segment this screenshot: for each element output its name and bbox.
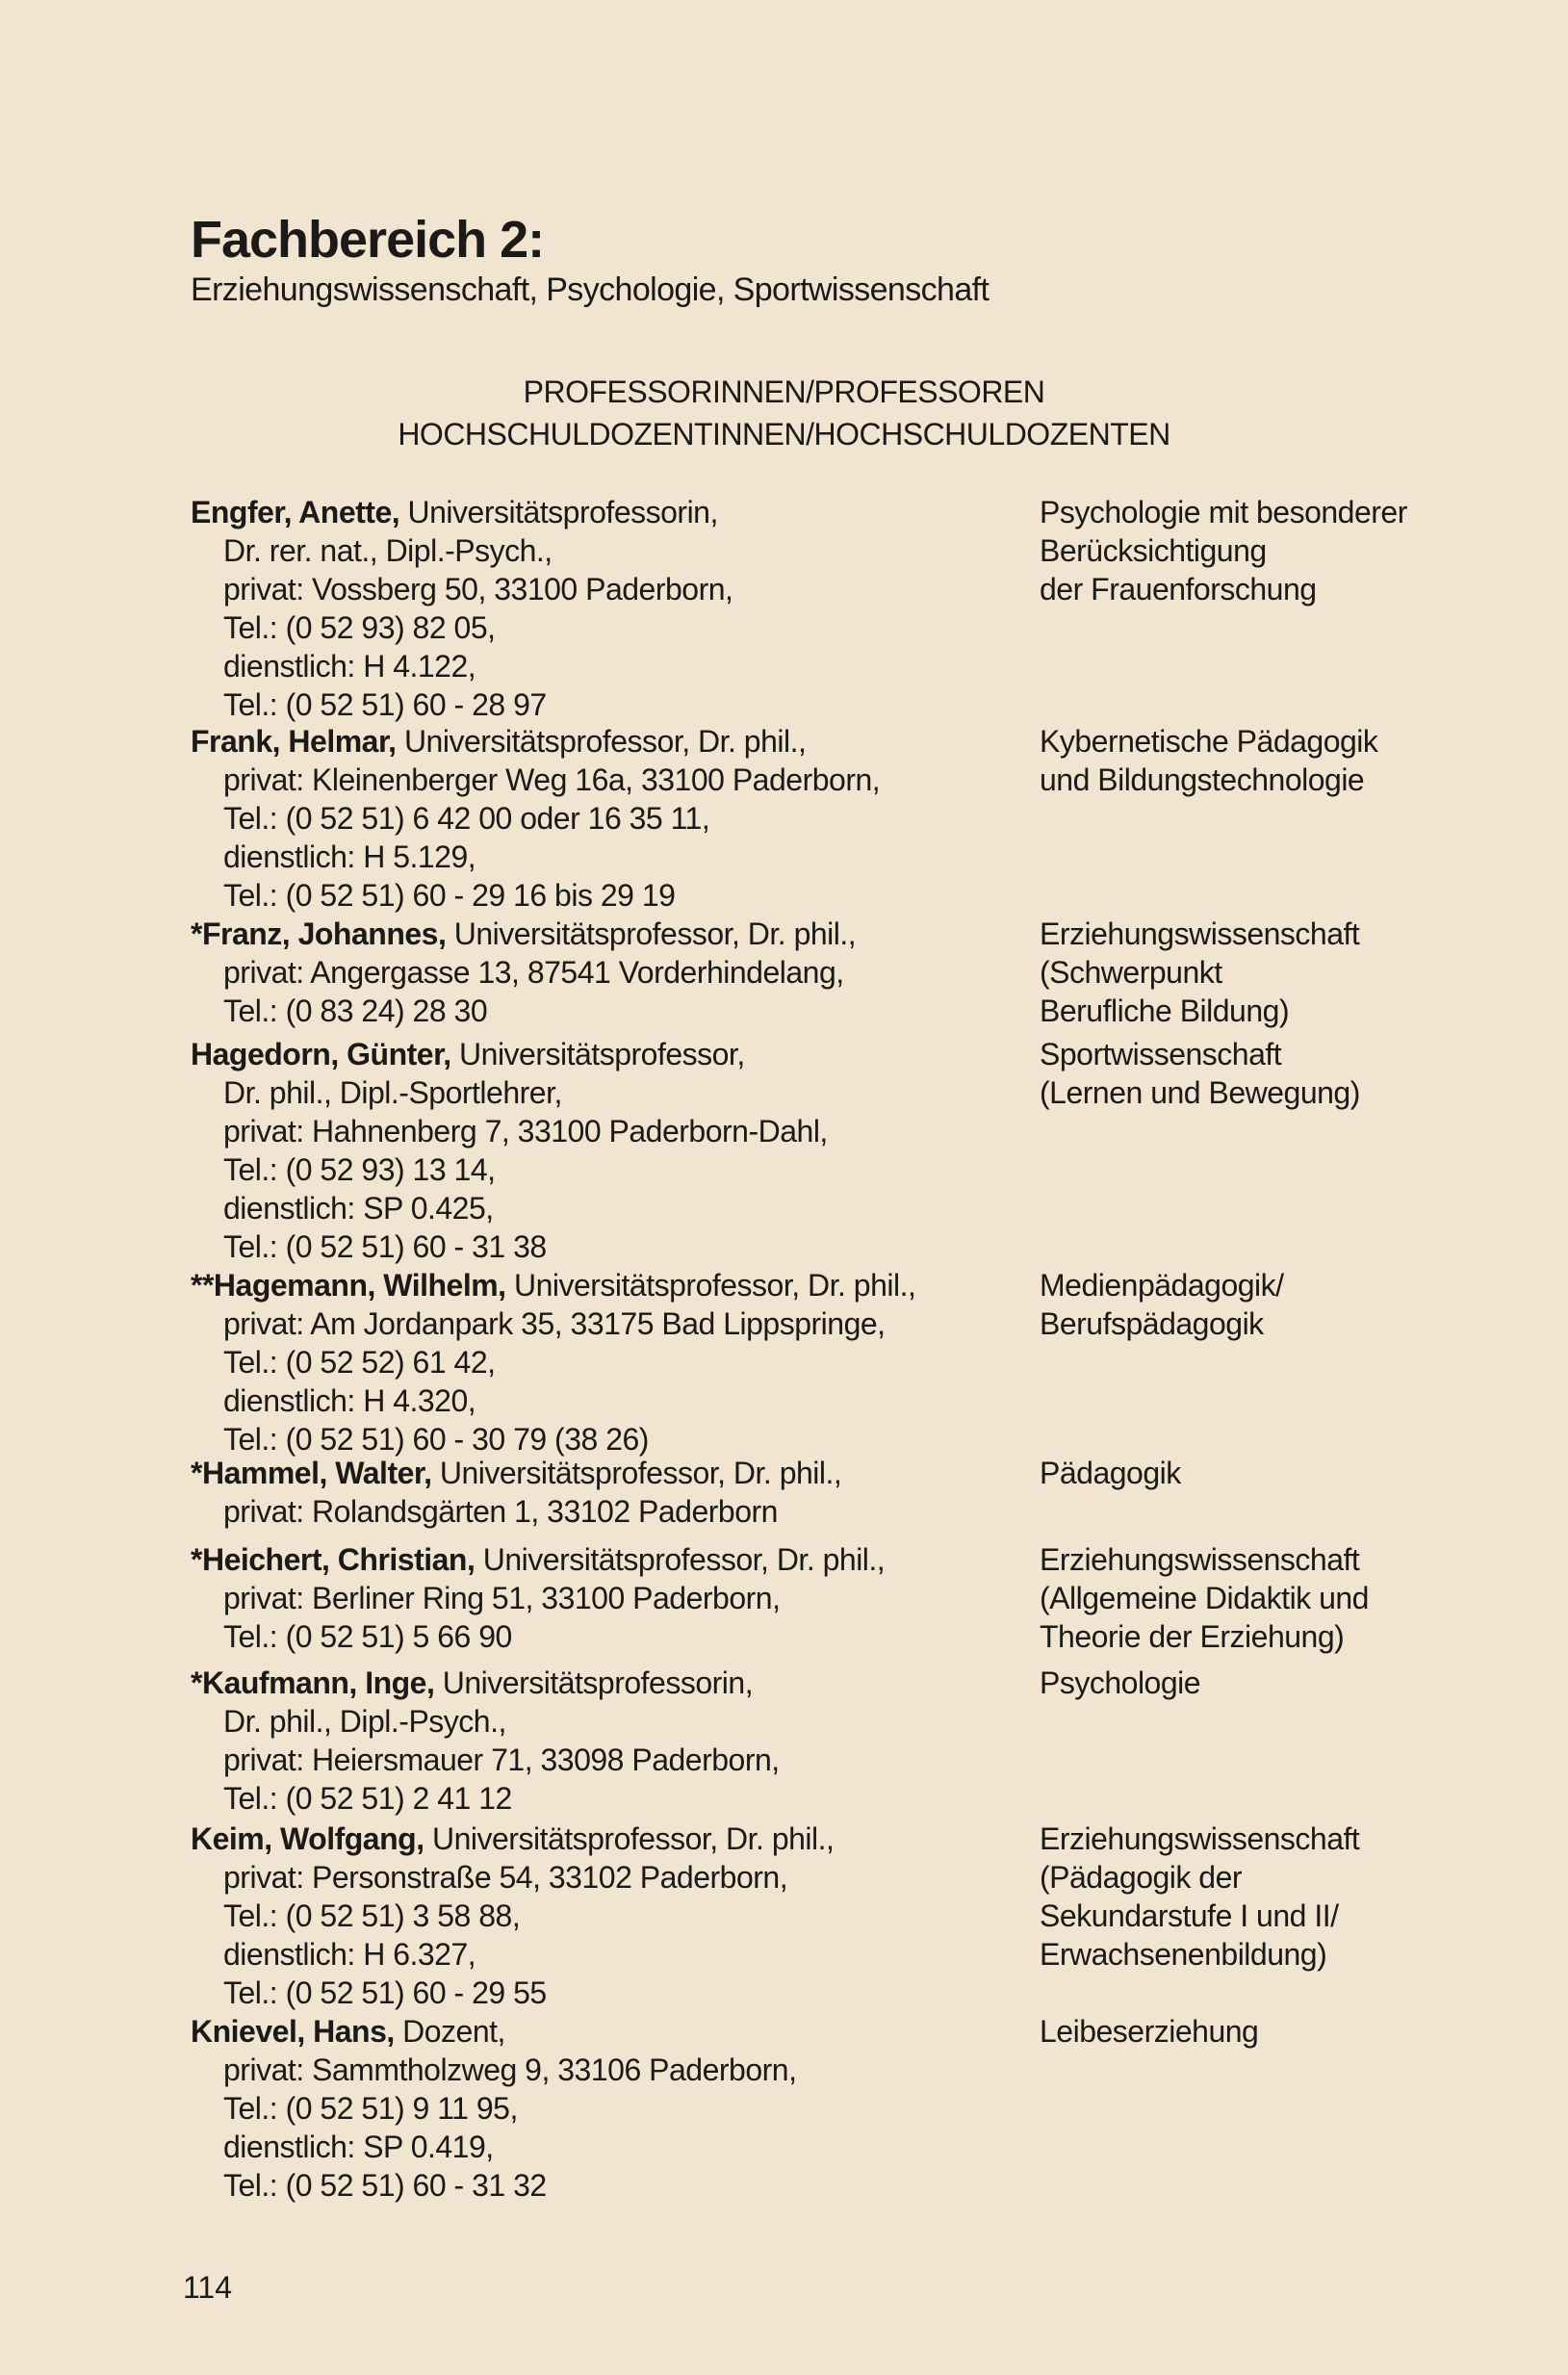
staff-name-line (191, 1035, 1018, 1073)
staff-subject-area (1040, 1035, 1540, 1112)
staff-name: Engfer, Anette, (191, 495, 400, 529)
staff-subject-area (1040, 722, 1540, 799)
subject-area-line: und Bildungstechnologie (1040, 762, 1365, 797)
staff-detail-line: dienstlich: H 4.320, (223, 1383, 476, 1418)
staff-name-line (191, 1454, 1018, 1492)
subject-area-line: Psychologie (1040, 1665, 1201, 1700)
staff-name: *Hammel, Walter, (191, 1456, 432, 1490)
staff-subject-area (1040, 1540, 1540, 1656)
staff-person-details (191, 2012, 1018, 2205)
staff-detail-line: Tel.: (0 52 51) 60 - 29 16 bis 29 19 (223, 878, 676, 913)
staff-subject-area (1040, 1664, 1540, 1702)
staff-title: Universitätsprofessorin, (434, 1665, 754, 1700)
staff-detail-line: privat: Berliner Ring 51, 33100 Paderborn, (223, 1581, 781, 1615)
staff-subject-area (1040, 1266, 1540, 1343)
subject-area-line: (Lernen und Bewegung) (1040, 1075, 1360, 1110)
staff-detail-line: Tel.: (0 52 51) 5 66 90 (223, 1619, 512, 1654)
staff-detail-line: Tel.: (0 52 51) 9 11 95, (223, 2091, 518, 2126)
subject-area-line: Erziehungswissenschaft (1040, 1542, 1360, 1577)
staff-detail-line: dienstlich: H 4.122, (223, 649, 476, 684)
staff-subject-area (1040, 915, 1540, 1030)
staff-subject-area (1040, 1820, 1540, 1974)
staff-person-details (191, 1454, 1018, 1531)
staff-detail-line: dienstlich: SP 0.419, (223, 2130, 494, 2164)
staff-name: Keim, Wolfgang, (191, 1821, 424, 1856)
staff-detail-line: Tel.: (0 52 51) 60 - 30 79 (38 26) (223, 1422, 649, 1457)
staff-person-details (191, 1540, 1018, 1656)
staff-title: Universitätsprofessor, Dr. phil., (424, 1821, 835, 1856)
staff-person-details (191, 1664, 1018, 1818)
staff-detail-line: dienstlich: H 6.327, (223, 1937, 476, 1972)
staff-title: Universitätsprofessor, Dr. phil., (475, 1542, 886, 1577)
subject-area-line: Erziehungswissenschaft (1040, 916, 1360, 951)
section-heading (0, 371, 1568, 455)
staff-title: Universitätsprofessor, Dr. phil., (505, 1268, 916, 1303)
subject-area-line: (Schwerpunkt (1040, 955, 1222, 990)
staff-detail-line: Tel.: (0 52 93) 13 14, (223, 1152, 496, 1187)
subject-area-line: Medienpädagogik/ (1040, 1268, 1284, 1303)
subject-area-line: Berufspädagogik (1040, 1306, 1264, 1341)
staff-name-line (191, 1664, 1018, 1702)
subject-area-line: Pädagogik (1040, 1456, 1181, 1490)
staff-name: *Kaufmann, Inge, (191, 1665, 435, 1700)
staff-detail-line: Tel.: (0 52 93) 82 05, (223, 610, 496, 645)
staff-name: Frank, Helmar, (191, 724, 397, 759)
staff-detail-line: Tel.: (0 52 51) 60 - 31 32 (223, 2168, 547, 2203)
staff-person-details (191, 1266, 1018, 1459)
staff-person-details (191, 915, 1018, 1030)
staff-name-line (191, 1820, 1018, 1858)
section-heading-line-2: HOCHSCHULDOZENTINNEN/HOCHSCHULDOZENTEN (398, 417, 1170, 452)
subject-area-line: Psychologie mit besonderer (1040, 495, 1407, 529)
staff-detail-line: Tel.: (0 52 51) 60 - 29 55 (223, 1975, 547, 2010)
staff-name-line (191, 722, 1018, 761)
staff-detail-line: Dr. phil., Dipl.-Psych., (223, 1704, 506, 1739)
staff-detail-line: Tel.: (0 52 51) 6 42 00 oder 16 35 11, (223, 801, 710, 836)
staff-person-details (191, 1820, 1018, 2012)
staff-name-line (191, 915, 1018, 953)
subject-area-line: Theorie der Erziehung) (1040, 1619, 1345, 1654)
staff-subject-area (1040, 1454, 1540, 1492)
page-subtitle: Erziehungswissenschaft, Psychologie, Sportwissenschaft (191, 271, 990, 308)
staff-person-details (191, 493, 1018, 724)
staff-name-line (191, 1540, 1018, 1579)
staff-name: Hagedorn, Günter, (191, 1037, 451, 1071)
subject-area-line: Sekundarstufe I und II/ (1040, 1898, 1339, 1933)
staff-detail-line: privat: Am Jordanpark 35, 33175 Bad Lippspringe, (223, 1306, 886, 1341)
staff-name: Knievel, Hans, (191, 2014, 395, 2049)
staff-title: Universitätsprofessor, Dr. phil., (396, 724, 807, 759)
staff-subject-area (1040, 493, 1540, 608)
staff-detail-line: privat: Vossberg 50, 33100 Paderborn, (223, 572, 733, 607)
staff-person-details (191, 1035, 1018, 1266)
page-title: Fachbereich 2: (191, 211, 545, 269)
staff-detail-line: Dr. rer. nat., Dipl.-Psych., (223, 533, 553, 568)
staff-name: **Hagemann, Wilhelm, (191, 1268, 506, 1303)
staff-detail-line: privat: Heiersmauer 71, 33098 Paderborn, (223, 1743, 780, 1777)
page-number: 114 (183, 2270, 233, 2305)
staff-detail-line: Tel.: (0 83 24) 28 30 (223, 994, 488, 1028)
staff-detail-line: Tel.: (0 52 51) 2 41 12 (223, 1781, 512, 1816)
staff-detail-line: dienstlich: H 5.129, (223, 839, 476, 874)
staff-title: Universitätsprofessor, Dr. phil., (431, 1456, 842, 1490)
staff-detail-line: privat: Kleinenberger Weg 16a, 33100 Paderborn, (223, 762, 881, 797)
subject-area-line: Erwachsenenbildung) (1040, 1937, 1327, 1972)
staff-title: Universitätsprofessor, (450, 1037, 745, 1071)
staff-name-line (191, 493, 1018, 531)
subject-area-line: Erziehungswissenschaft (1040, 1821, 1360, 1856)
staff-name-line (191, 1266, 1018, 1304)
staff-subject-area (1040, 2012, 1540, 2051)
staff-detail-line: Tel.: (0 52 51) 60 - 28 97 (223, 687, 547, 722)
staff-name: *Heichert, Christian, (191, 1542, 476, 1577)
staff-detail-line: privat: Sammtholzweg 9, 33106 Paderborn, (223, 2052, 797, 2087)
staff-detail-line: Dr. phil., Dipl.-Sportlehrer, (223, 1075, 562, 1110)
staff-detail-line: privat: Personstraße 54, 33102 Paderborn, (223, 1860, 788, 1895)
staff-detail-line: Tel.: (0 52 52) 61 42, (223, 1345, 496, 1380)
staff-detail-line: privat: Angergasse 13, 87541 Vorderhindelang, (223, 955, 844, 990)
staff-detail-line: Tel.: (0 52 51) 3 58 88, (223, 1898, 521, 1933)
subject-area-line: (Pädagogik der (1040, 1860, 1243, 1895)
staff-detail-line: privat: Hahnenberg 7, 33100 Paderborn-Dahl, (223, 1114, 828, 1149)
staff-person-details (191, 722, 1018, 915)
staff-detail-line: Tel.: (0 52 51) 60 - 31 38 (223, 1229, 547, 1264)
staff-title: Universitätsprofessorin, (399, 495, 718, 529)
staff-title: Universitätsprofessor, Dr. phil., (446, 916, 857, 951)
staff-detail-line: dienstlich: SP 0.425, (223, 1191, 494, 1226)
subject-area-line: (Allgemeine Didaktik und (1040, 1581, 1369, 1615)
section-heading-line-1: PROFESSORINNEN/PROFESSOREN (523, 374, 1045, 409)
subject-area-line: Berufliche Bildung) (1040, 994, 1290, 1028)
subject-area-line: Sportwissenschaft (1040, 1037, 1282, 1071)
subject-area-line: Leibeserziehung (1040, 2014, 1259, 2049)
staff-name-line (191, 2012, 1018, 2051)
staff-detail-line: privat: Rolandsgärten 1, 33102 Paderborn (223, 1494, 778, 1529)
staff-title: Dozent, (394, 2014, 505, 2049)
staff-name: *Franz, Johannes, (191, 916, 447, 951)
subject-area-line: Kybernetische Pädagogik (1040, 724, 1378, 759)
subject-area-line: Berücksichtigung (1040, 533, 1267, 568)
subject-area-line: der Frauenforschung (1040, 572, 1317, 607)
